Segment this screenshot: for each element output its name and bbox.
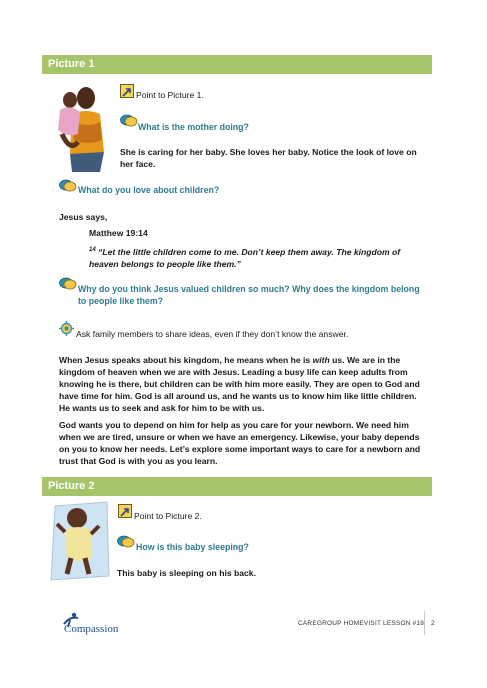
paragraph-kingdom-emphasis: with bbox=[312, 355, 330, 365]
answer-baby-sleeping: This baby is sleeping on his back. bbox=[117, 568, 256, 578]
scripture-verse bbox=[89, 244, 409, 270]
paragraph-kingdom-end: us. We are in the kingdom of heaven when we are with Jesus. Leading a busy life can keep adults from knowing he is there, but children can be with him more easily. They are open to God and have time for him. God is all around us, and he wants us to know him like little children. He wants us to seek and ask for him to be with us. bbox=[59, 355, 420, 413]
jesus-says: Jesus says, bbox=[59, 212, 108, 222]
discussion-icon bbox=[59, 179, 77, 198]
point-icon bbox=[118, 504, 132, 518]
verse-text: “Let the little children come to me. Don’t keep them away. The kingdom of heaven belongs to people like them.” bbox=[89, 246, 401, 269]
section-title: Picture 1 bbox=[48, 58, 95, 70]
sleeping-baby-image bbox=[49, 500, 111, 582]
verse-number: 14 bbox=[89, 247, 96, 253]
point-instruction: Point to Picture 2. bbox=[134, 511, 202, 521]
section-header-picture-1 bbox=[42, 55, 432, 74]
paragraph-kingdom-start: When Jesus speaks about his kingdom, he means when he is bbox=[59, 355, 313, 365]
compassion-logo bbox=[60, 612, 130, 636]
section-title: Picture 2 bbox=[48, 480, 95, 492]
mother-baby-image bbox=[48, 82, 110, 172]
question-baby-sleeping: How is this baby sleeping? bbox=[136, 542, 249, 552]
paragraph-kingdom bbox=[59, 354, 429, 414]
page-number: 2 bbox=[431, 620, 435, 627]
section-header-picture-2 bbox=[42, 477, 432, 496]
activity-instruction: Ask family members to share ideas, even if they don’t know the answer. bbox=[76, 329, 349, 339]
paragraph-depend-on-god: God wants you to depend on him for help as you care for your newborn. We need him when we are tired, unsure or when we have an emergency. Likewise, your baby depends on you to know her needs. Let’s explore some important ways to care for a newborn and trust that God is with you as you learn. bbox=[59, 420, 421, 466]
scripture-reference: Matthew 19:14 bbox=[89, 228, 148, 238]
discussion-icon bbox=[120, 114, 138, 133]
discussion-icon bbox=[59, 277, 77, 296]
footer-divider bbox=[424, 611, 425, 635]
question-mother-doing: What is the mother doing? bbox=[138, 122, 249, 132]
question-jesus-valued-children: Why do you think Jesus valued children so much? Why does the kingdom belong to people like them? bbox=[78, 284, 420, 306]
point-icon bbox=[120, 84, 134, 98]
question-love-children: What do you love about children? bbox=[78, 185, 220, 195]
activity-icon bbox=[59, 321, 74, 341]
answer-mother-doing: She is caring for her baby. She loves her baby. Notice the look of love on her face. bbox=[120, 147, 417, 169]
discussion-icon bbox=[117, 535, 135, 554]
footer-lesson-title: CAREGROUP HOMEVISIT LESSON #18 bbox=[298, 620, 425, 627]
compassion-logo-text: Compassion bbox=[64, 623, 119, 635]
point-instruction: Point to Picture 1. bbox=[136, 90, 204, 100]
